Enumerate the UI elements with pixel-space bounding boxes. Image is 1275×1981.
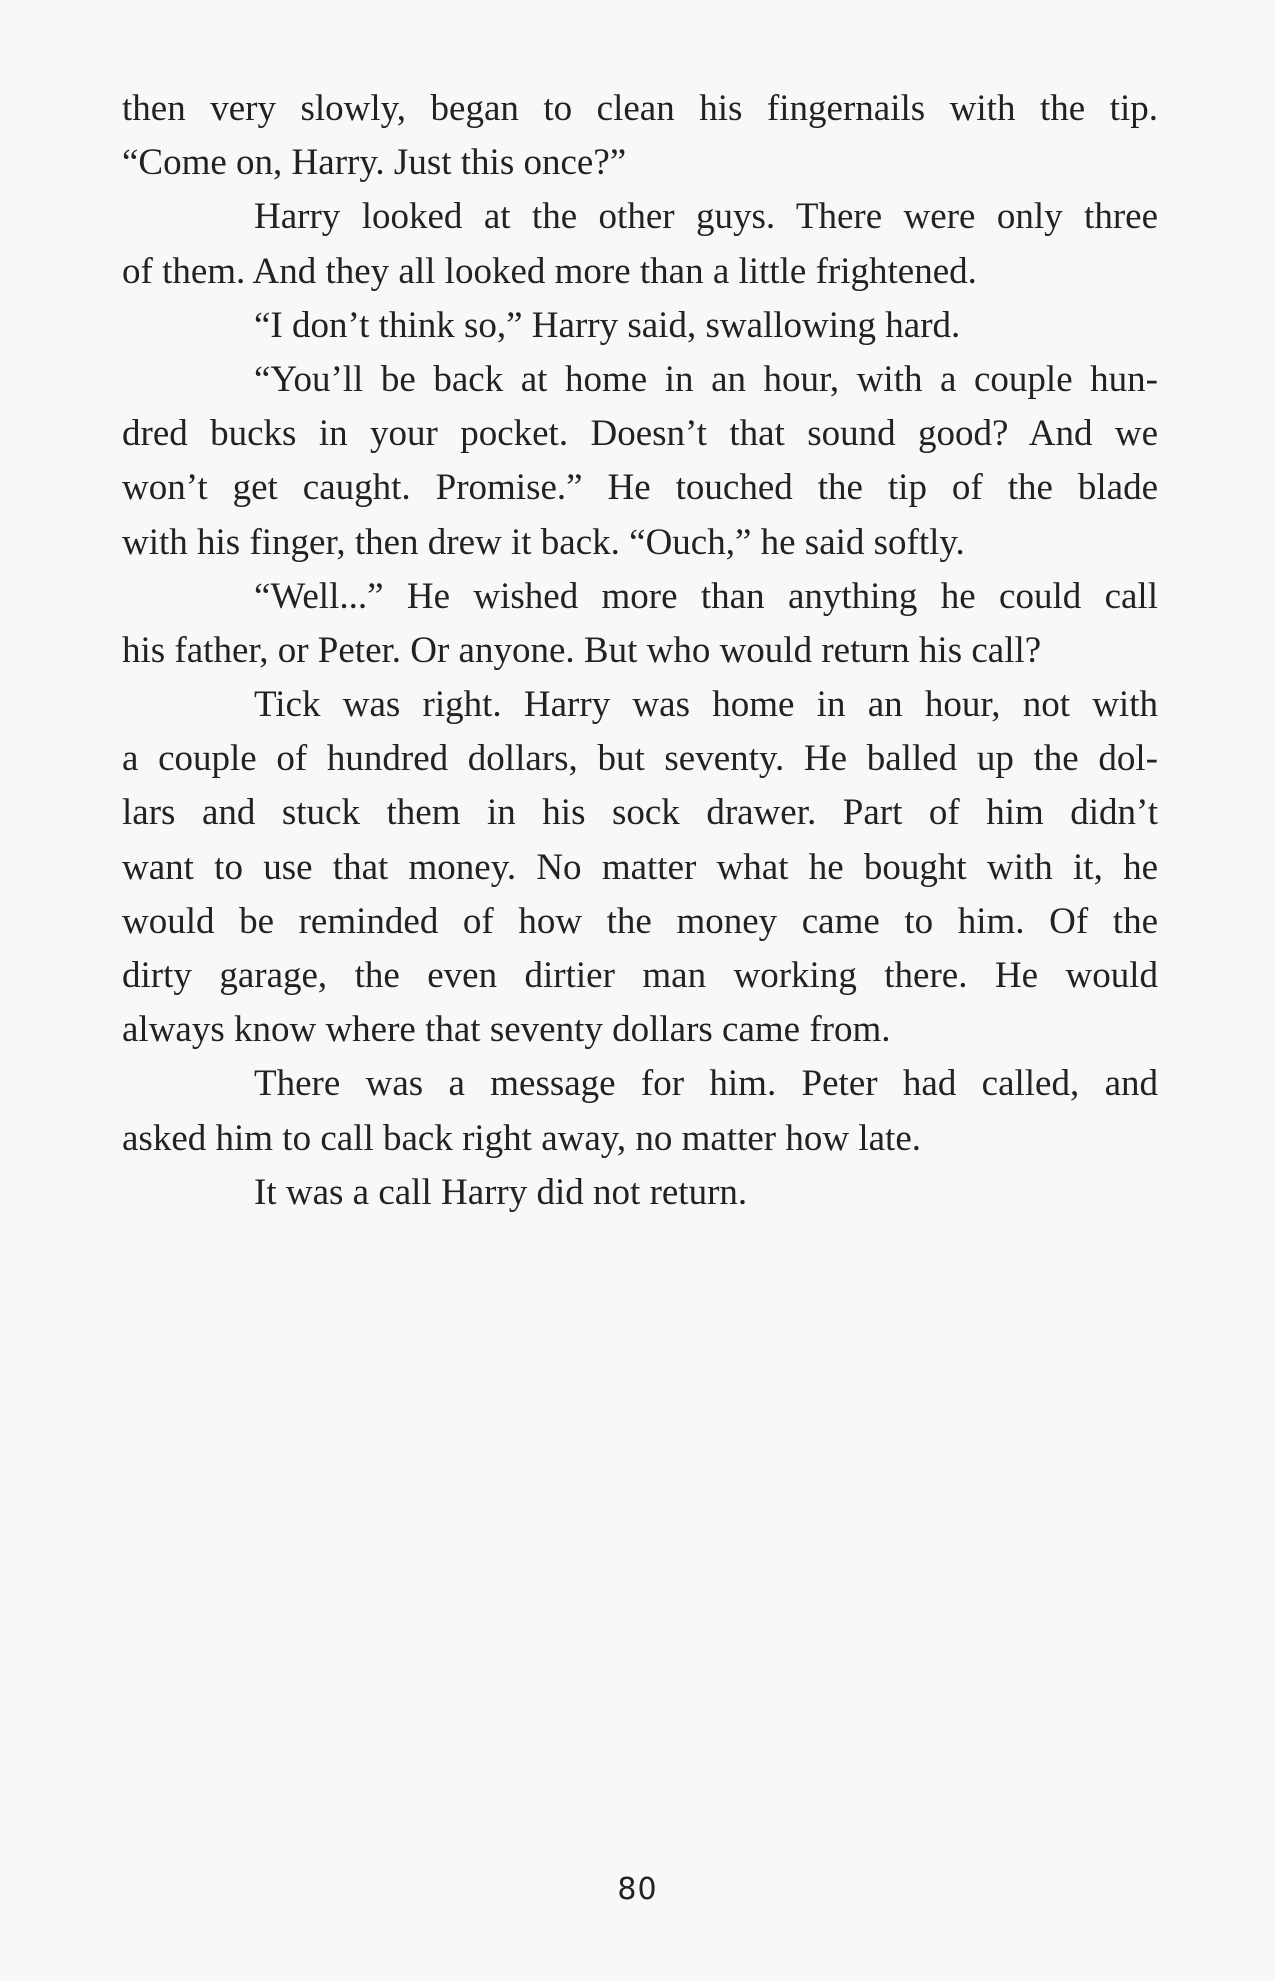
body-text <box>122 82 1158 1220</box>
text-line: “Come on, Harry. Just this once?” <box>122 142 627 184</box>
text-line: “Well...” He wished more than anything he could call <box>254 575 1158 617</box>
text-line: Harry looked at the other guys. There were only three <box>254 196 1158 238</box>
text-line: dirty garage, the even dirtier man working there. He would <box>122 955 1158 996</box>
text-line: then very slowly, began to clean his fingernails with the tip. <box>122 88 1158 129</box>
text-line: Tick was right. Harry was home in an hour, not with <box>254 684 1158 726</box>
text-line: dred bucks in your pocket. Doesn’t that sound good? And we <box>122 413 1158 455</box>
text-line: always know where that seventy dollars came from. <box>122 1009 891 1051</box>
text-line: with his finger, then drew it back. “Ouch,” he said softly. <box>122 521 965 563</box>
text-line: asked him to call back right away, no matter how late. <box>122 1117 922 1159</box>
text-line: “You’ll be back at home in an hour, with a couple hun- <box>254 358 1158 400</box>
text-line: won’t get caught. Promise.” He touched the tip of the blade <box>122 467 1158 509</box>
text-line: “I don’t think so,” Harry said, swallowing hard. <box>254 304 961 346</box>
text-line: his father, or Peter. Or anyone. But who would return his call? <box>122 629 1042 671</box>
text-line: of them. And they all looked more than a little frightened. <box>122 250 977 292</box>
text-line: a couple of hundred dollars, but seventy. He balled up the dol- <box>122 738 1158 780</box>
text-line: would be reminded of how the money came to him. Of the <box>122 900 1158 942</box>
text-line: want to use that money. No matter what he bought with it, he <box>122 846 1158 888</box>
text-line: lars and stuck them in his sock drawer. Part of him didn’t <box>122 792 1158 834</box>
page-number: 80 <box>617 1872 658 1907</box>
text-line: There was a message for him. Peter had called, and <box>254 1063 1158 1105</box>
text-line: It was a call Harry did not return. <box>254 1171 748 1213</box>
